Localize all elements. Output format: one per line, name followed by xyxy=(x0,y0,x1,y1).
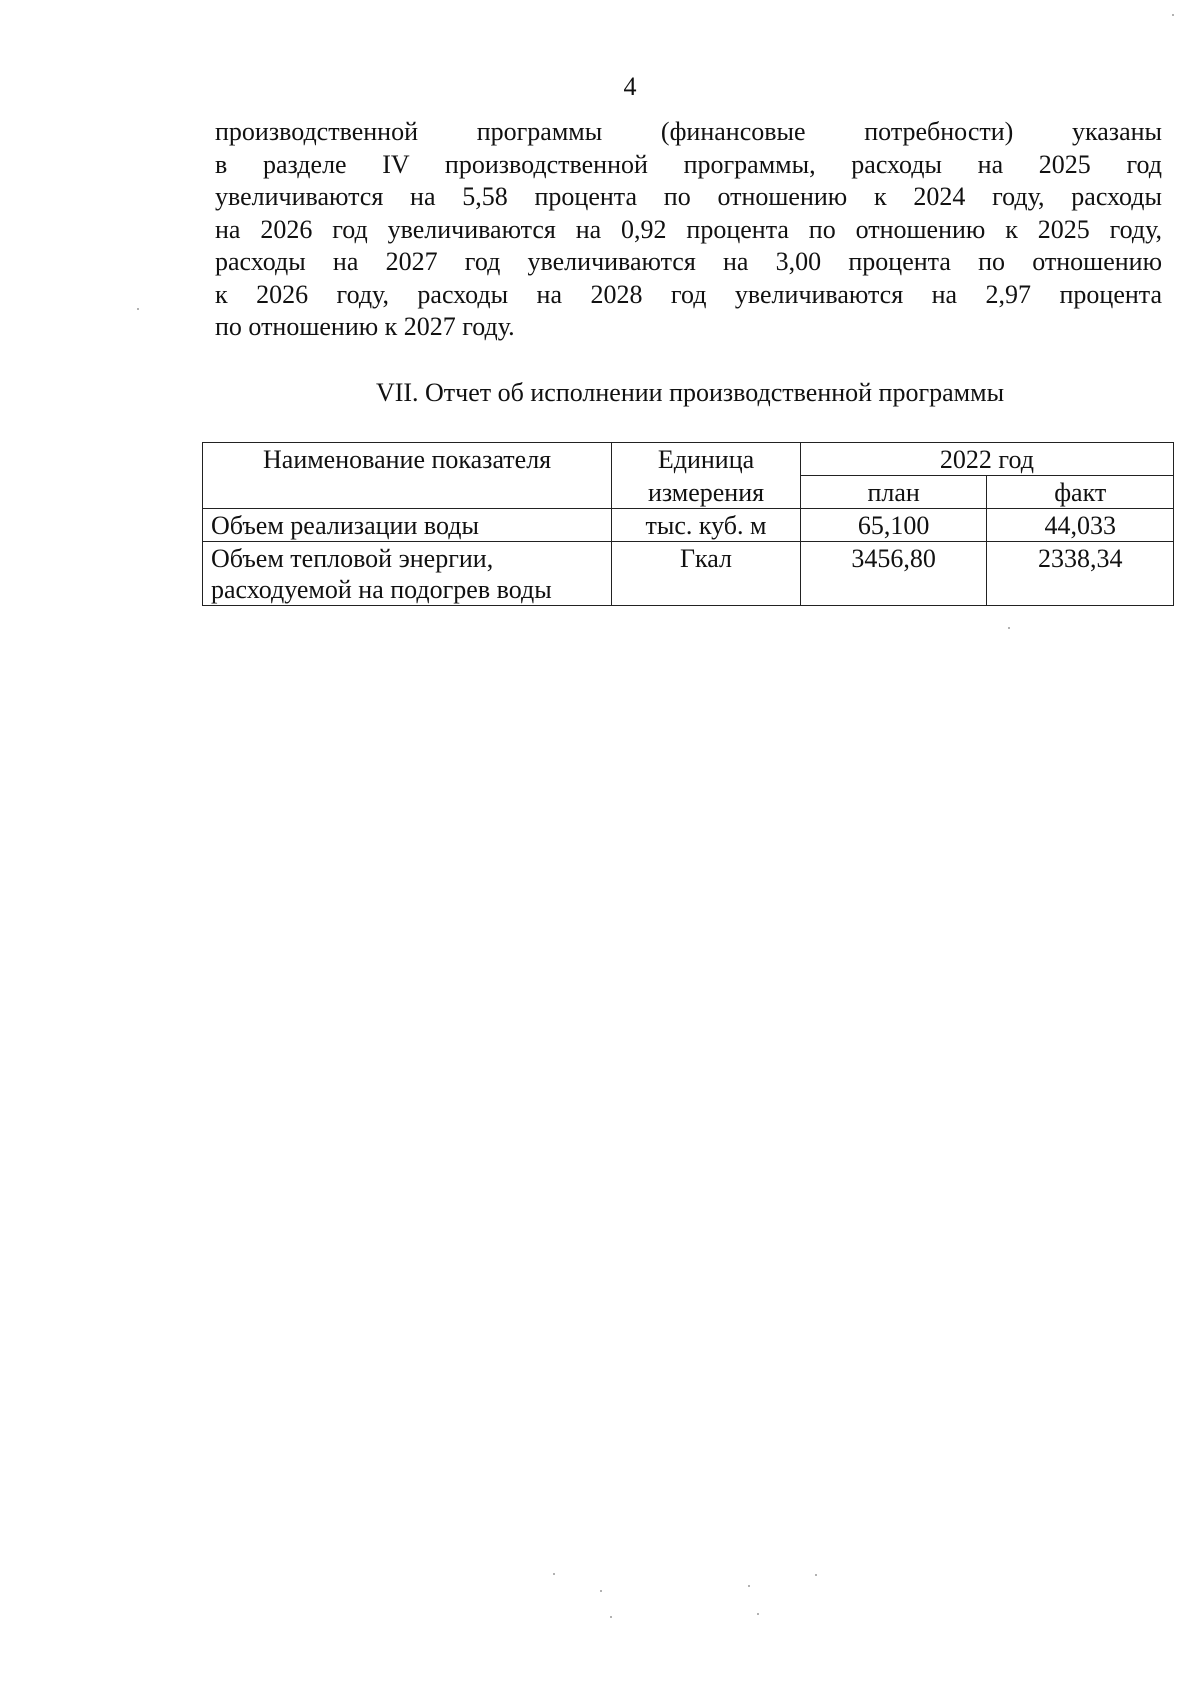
header-fact: факт xyxy=(987,476,1174,509)
row-indicator-name: Объем реализации воды xyxy=(203,509,612,542)
row-fact-value: 2338,34 xyxy=(987,542,1174,606)
table-row xyxy=(203,509,1174,542)
scan-speck xyxy=(1172,14,1174,16)
report-table xyxy=(202,442,1174,606)
row-fact-value: 44,033 xyxy=(987,509,1174,542)
row-plan-value: 3456,80 xyxy=(800,542,987,606)
scan-speck xyxy=(748,1585,750,1587)
row-unit: Гкал xyxy=(612,542,801,606)
paragraph-line: по отношению к 2027 году. xyxy=(215,312,515,341)
scan-speck xyxy=(137,308,139,310)
paragraph-line: расходы на 2027 год увеличиваются на 3,00 процента по отношению xyxy=(215,247,1162,276)
paragraph-line: производственной программы (финансовые потребности) указаны xyxy=(215,117,1162,146)
section-heading: VII. Отчет об исполнении производственной программы xyxy=(375,378,1005,407)
header-unit-line2: измерения xyxy=(612,476,801,509)
scan-speck xyxy=(757,1613,759,1615)
row-indicator-name-line2: расходуемой на подогрев воды xyxy=(211,575,552,604)
scan-speck xyxy=(610,1616,612,1618)
table-header-row xyxy=(203,443,1174,476)
page-number: 4 xyxy=(623,72,637,101)
paragraph-line: к 2026 году, расходы на 2028 год увеличиваются на 2,97 процента xyxy=(215,279,1162,309)
row-indicator-name xyxy=(203,542,612,606)
paragraph-line: в разделе IV производственной программы, расходы на 2025 год xyxy=(215,149,1162,179)
row-unit: тыс. куб. м xyxy=(612,509,801,542)
header-year: 2022 год xyxy=(800,443,1173,476)
header-unit-line1: Единица xyxy=(612,443,801,476)
row-plan-value: 65,100 xyxy=(800,509,987,542)
header-plan: план xyxy=(800,476,987,509)
body-paragraph xyxy=(215,116,1162,344)
scan-speck xyxy=(815,1574,817,1576)
scan-speck xyxy=(600,1590,602,1592)
table-subheader-row xyxy=(203,476,1174,509)
row-indicator-name-line1: Объем тепловой энергии, xyxy=(211,544,494,573)
paragraph-line: на 2026 год увеличиваются на 0,92 процента по отношению к 2025 году, xyxy=(215,214,1162,244)
header-indicator-name: Наименование показателя xyxy=(203,443,612,476)
scan-speck xyxy=(553,1573,555,1575)
header-indicator-name-cont xyxy=(203,476,612,509)
paragraph-line: увеличиваются на 5,58 процента по отношению к 2024 году, расходы xyxy=(215,182,1162,211)
scan-speck xyxy=(1008,627,1010,629)
table-row xyxy=(203,542,1174,606)
